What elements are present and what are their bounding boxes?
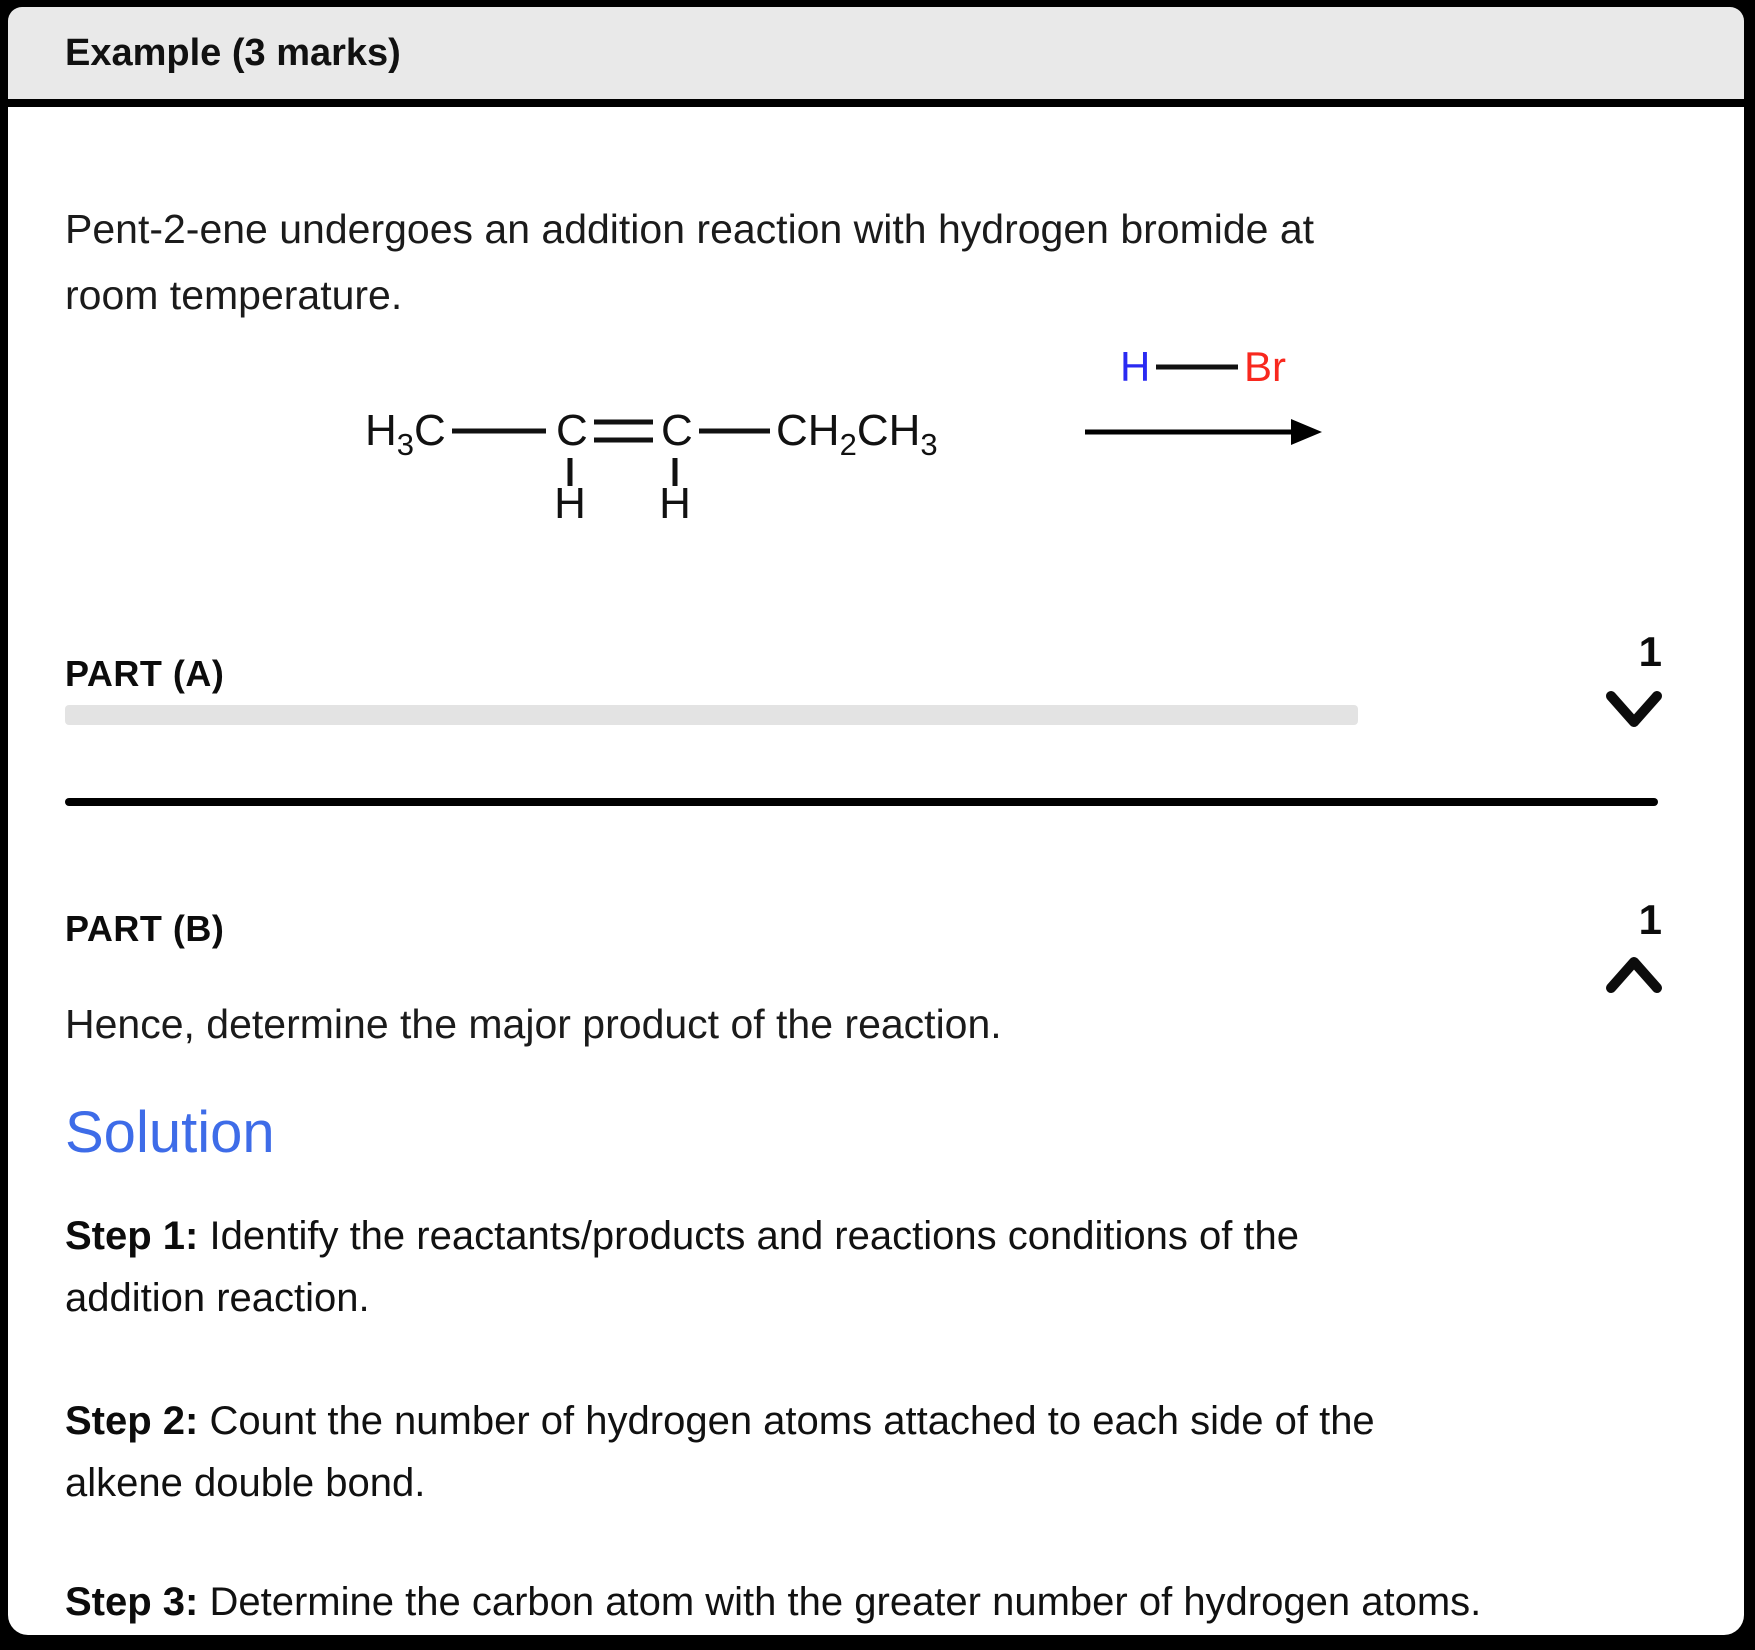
step-3-text: Determine the carbon atom with the greater number of hydrogen atoms. [209,1580,1482,1624]
carbon-2-label: C [661,406,693,455]
carbon-1-label: C [556,406,588,455]
hbr-br-label: Br [1244,343,1286,390]
example-card-body [8,107,1744,1635]
part-a-expand-button[interactable] [1606,690,1662,728]
part-b-marks-badge: 1 [1638,896,1662,943]
solution-step-3 [65,1571,1625,1633]
pent-2-ene-structure [365,406,938,525]
chevron-up-icon [1606,956,1662,994]
part-a-heading: PART (A) [65,652,225,694]
part-a-marks-badge: 1 [1638,628,1662,675]
step-3-label: Step 3: [65,1580,199,1624]
reaction-arrow-head [1291,419,1322,445]
hydrogen-1-label: H [554,479,586,525]
reaction-scheme-diagram [350,300,1325,525]
hbr-reagent [1120,343,1286,390]
hydrogen-2-label: H [659,479,691,525]
chevron-down-icon [1606,690,1662,728]
part-b-collapse-button[interactable] [1606,956,1662,994]
solution-heading: Solution [65,1100,275,1166]
solution-step-2 [65,1390,1625,1514]
part-b-question-text: Hence, determine the major product of the reaction. [65,1001,1002,1047]
step-1-text: Identify the reactants/products and reactions conditions of the addition reaction. [65,1214,1300,1320]
example-title: Example (3 marks) [65,31,401,74]
section-divider [65,798,1658,806]
ethyl-group-label: $CH_2CH_3$ [776,406,938,462]
part-b-heading: PART (B) [65,907,225,949]
reaction-arrow [1085,419,1322,445]
example-header-bar [8,7,1744,99]
solution-step-1 [65,1205,1625,1329]
step-2-text: Count the number of hydrogen atoms attached to each side of the alkene double bond. [65,1399,1375,1505]
methyl-group-label: $H_3C$ [365,406,446,462]
step-2-label: Step 2: [65,1399,199,1443]
part-a-collapsed-placeholder [65,705,1358,725]
hbr-h-label: H [1120,343,1151,390]
step-1-label: Step 1: [65,1214,199,1258]
question-text: Pent-2-ene undergoes an addition reaction with hydrogen bromide at room temperature. [65,206,1315,318]
